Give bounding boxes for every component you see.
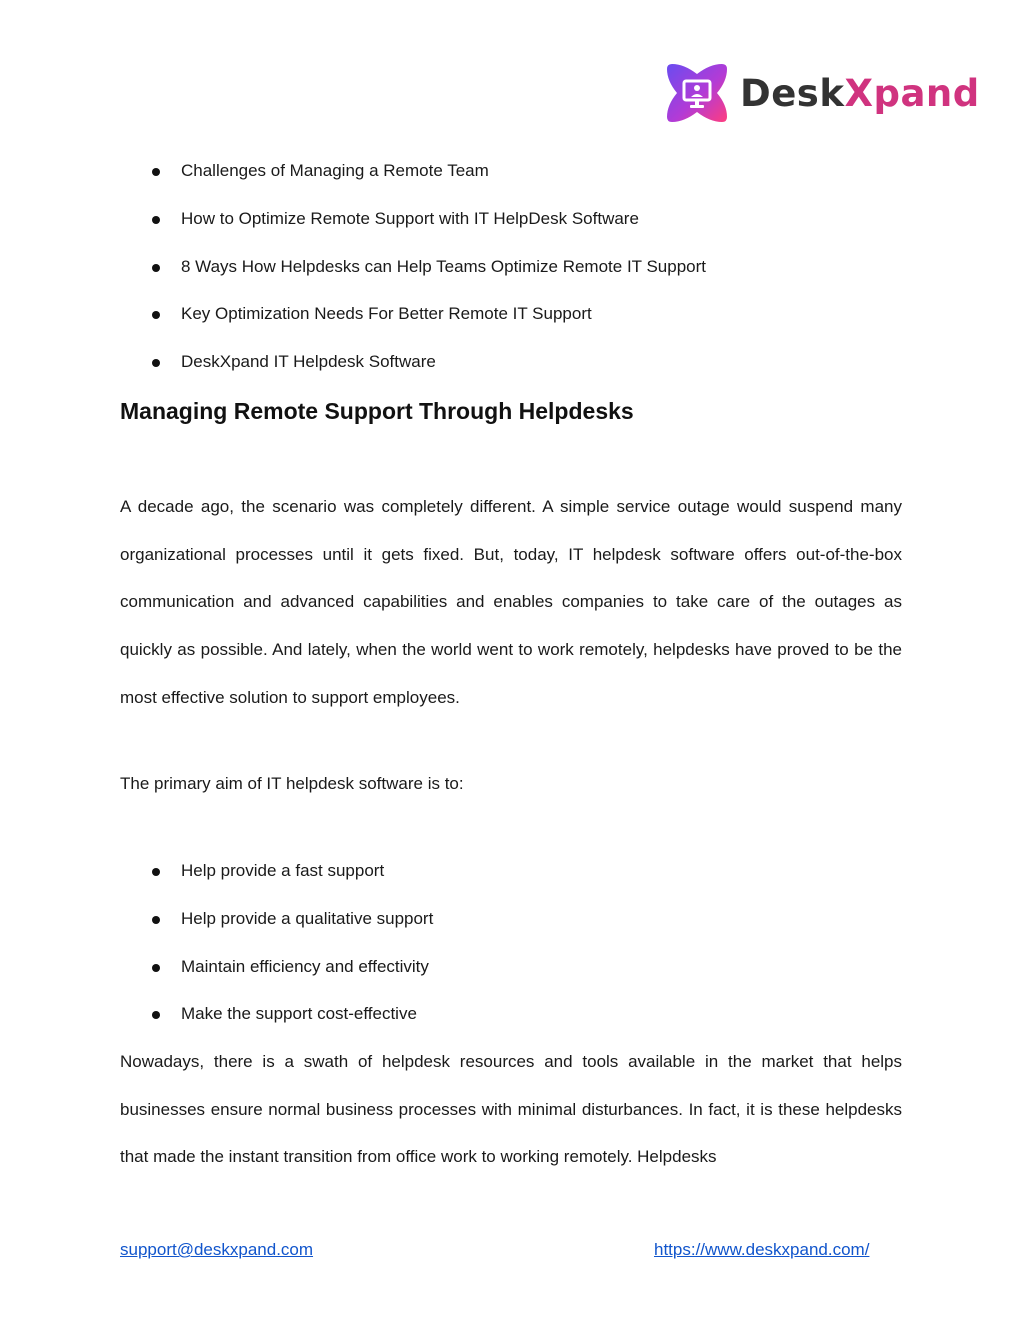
list-item-label: Help provide a fast support — [181, 861, 385, 880]
list-item-label: 8 Ways How Helpdesks can Help Teams Optimize Remote IT Support — [181, 256, 707, 276]
list-item-label: How to Optimize Remote Support with IT HelpDesk Software — [181, 208, 639, 228]
bullet-icon — [152, 868, 160, 876]
bullet-icon — [152, 216, 160, 224]
list-item-label: Challenges of Managing a Remote Team — [181, 161, 489, 180]
website-link[interactable]: https://www.deskxpand.com/ — [654, 1240, 870, 1259]
bullet-icon — [152, 311, 160, 319]
bullet-icon — [152, 168, 160, 176]
list-item-label: Make the support cost-effective — [181, 1004, 417, 1024]
monitor-user-icon — [664, 60, 730, 126]
brand-name-part2: Xpand — [844, 72, 980, 115]
market-paragraph: Nowadays, there is a swath of helpdesk resources and tools available in the market that helps businesses ensure normal business processes with minimal disturbances. In fact, it is these helpdesks that made the instant transition from office work to working remotely. Helpdesks — [120, 1052, 902, 1167]
bullet-icon — [152, 916, 160, 924]
bullet-icon — [152, 1011, 160, 1019]
list-item-label: Help provide a qualitative support — [181, 908, 434, 928]
section-heading: Managing Remote Support Through Helpdesks — [120, 398, 634, 424]
bullet-icon — [152, 359, 160, 367]
brand-name-part1: Desk — [740, 72, 845, 115]
support-email-link[interactable]: support@deskxpand.com — [120, 1240, 314, 1259]
brand-logo — [664, 60, 980, 130]
list-item-label: Maintain efficiency and effectivity — [181, 956, 429, 976]
intro-paragraph: A decade ago, the scenario was completely different. A simple service outage would suspend many organizational processes until it gets fixed. But, today, IT helpdesk software offers out-of-the-box communication and advanced capabilities and enables companies to take care of the outages as quickly as possible. And lately, when the world went to work remotely, helpdesks have proved to be the most effective solution to support employees. — [120, 497, 902, 707]
brand-name — [740, 72, 980, 116]
list-item-label: Key Optimization Needs For Better Remote IT Support — [181, 304, 592, 324]
bullet-icon — [152, 264, 160, 272]
bullet-icon — [152, 964, 160, 972]
aims-intro-paragraph: The primary aim of IT helpdesk software is to: — [120, 774, 464, 793]
list-item-label: DeskXpand IT Helpdesk Software — [181, 352, 436, 372]
